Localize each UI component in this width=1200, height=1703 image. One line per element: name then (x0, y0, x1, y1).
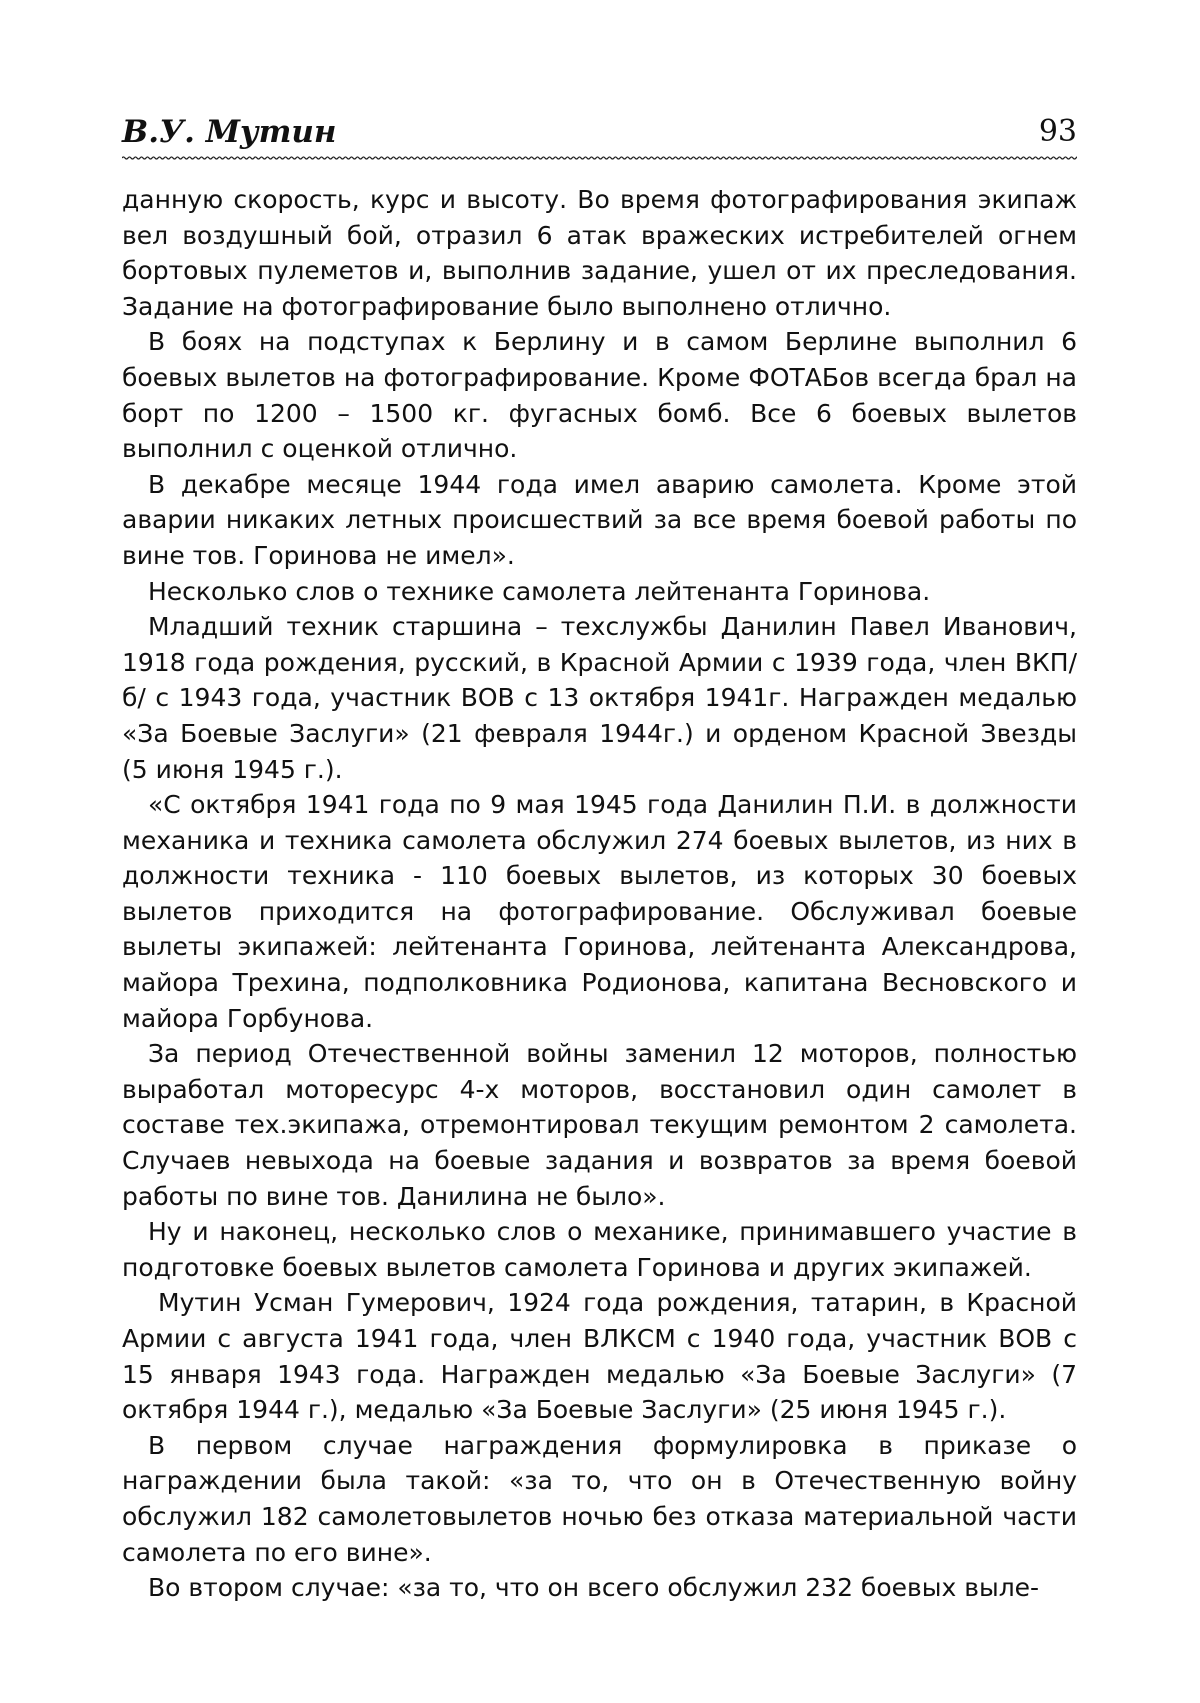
wavy-divider-rule (122, 154, 1077, 162)
paragraph: Несколько слов о технике самолета лейтенанта Горинова. (148, 576, 931, 606)
page-number: 93 (1038, 114, 1077, 149)
paragraph: За период Отечественной войны заменил 12 моторов, полностью выработал моторесурс 4-х моторов, восстановил один самолет в составе тех.экипажа, отремонтировал текущим ремонтом 2 самолета. Случаев невыхода на боевые задания и возвратов за время боевой работы по вине тов. Данилина не было». (122, 1039, 1077, 1211)
paragraph: «С октября 1941 года по 9 мая 1945 года Данилин П.И. в должности механика и техника самолета обслужил 274 боевых вылетов, из них в должности техника - 110 боевых вылетов, из которых 30 боевых вылетов приходится на фотографирование. Обслуживал боевые вылеты экипажей: лейтенанта Горинова, лейтенанта Александрова, майора Трехина, подполковника Родионова, капитана Весновского и майора Горбунова. (122, 790, 1077, 1033)
paragraph: В декабре месяце 1944 года имел аварию самолета. Кроме этой аварии никаких летных происшествий за все время боевой работы по вине тов. Горинова не имел». (122, 469, 1077, 570)
body-text (122, 182, 1077, 1606)
paragraph: данную скорость, курс и высоту. Во время фотографирования экипаж вел воздушный бой, отразил 6 атак вражеских истребителей огнем бортовых пулеметов и, выполнив задание, ушел от их преследования. Задание на фотографирование было выполнено отлично. (122, 185, 1077, 321)
running-head-author: В.У. Мутин (122, 114, 337, 150)
paragraph: Во втором случае: «за то, что он всего обслужил 232 боевых выле- (148, 1573, 1040, 1603)
page-header (122, 112, 1077, 162)
paragraph: Ну и наконец, несколько слов о механике, принимавшего участие в подготовке боевых вылетов самолета Горинова и других экипажей. (122, 1217, 1077, 1282)
paragraph: Мутин Усман Гумерович, 1924 года рождения, татарин, в Красной Армии с августа 1941 года, член ВЛКСМ с 1940 года, участник ВОВ с 15 января 1943 года. Награжден медалью «За Боевые Заслуги» (7 октября 1944 г.), медалью «За Боевые Заслуги» (25 июня 1945 г.). (122, 1288, 1077, 1425)
paragraph: В первом случае награждения формулировка в приказе о награждении была такой: «за то, что он в Отечественную войну обслужил 182 самолетовылетов ночью без отказа материальной части самолета по его вине». (122, 1430, 1077, 1567)
paragraph: Младший техник старшина – техслужбы Данилин Павел Иванович, 1918 года рождения, русский, в Красной Армии с 1939 года, член ВКП/б/ с 1943 года, участник ВОВ с 13 октября 1941г. Награжден медалью «За Боевые Заслуги» (21 февраля 1944г.) и орденом Красной Звезды (5 июня 1945 г.). (122, 612, 1077, 784)
paragraph: В боях на подступах к Берлину и в самом Берлине выполнил 6 боевых вылетов на фотографирование. Кроме ФОТАБов всегда брал на борт по 1200 – 1500 кг. фугасных бомб. Все 6 боевых вылетов выполнил с оценкой отлично. (122, 327, 1077, 464)
